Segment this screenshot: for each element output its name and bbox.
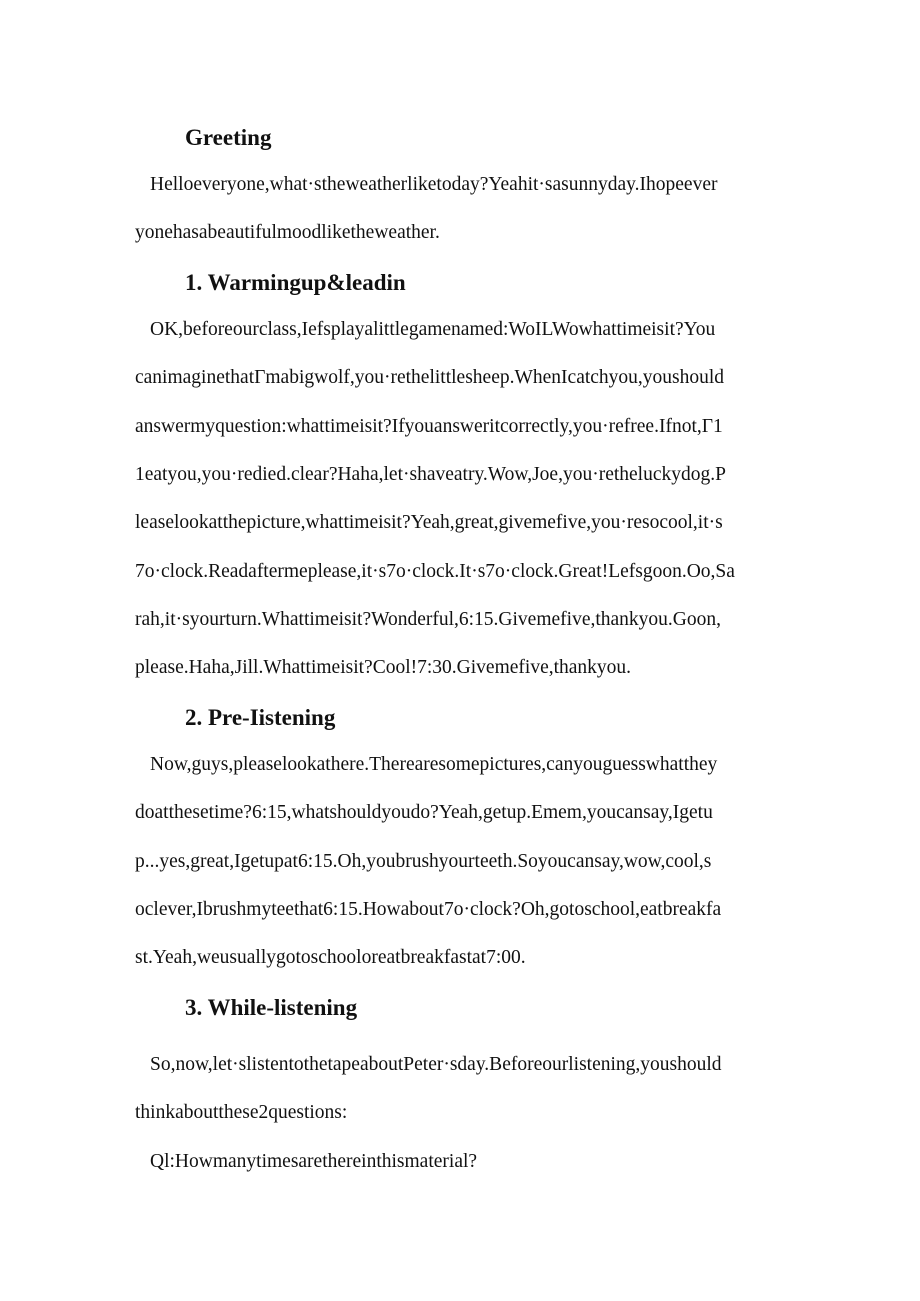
paragraph-line: oclever,Ibrushmyteethat6:15.Howabout7o·clock?Oh,gotoschool,eatbreakfa — [135, 899, 722, 920]
section-heading-warming-up: 1. Warmingup&leadin — [185, 270, 406, 295]
section-heading-pre-listening: 2. Pre-Iistening — [185, 705, 336, 730]
paragraph-line: Ql:Howmanytimesarethereinthismaterial? — [150, 1151, 478, 1172]
paragraph-line: yonehasabeautifulmoodliketheweather. — [135, 222, 440, 243]
paragraph-line: answermyquestion:whattimeisit?Ifyouansweritcorrectly,you·refree.Ifnot,Γ1 — [135, 416, 723, 437]
paragraph-line: 7o·clock.Readaftermeplease,it·s7o·clock.It·s7o·clock.Great!Lefsgoon.Oo,Sa — [135, 561, 735, 582]
paragraph-line: thinkaboutthese2questions: — [135, 1102, 348, 1123]
section-heading-greeting: Greeting — [185, 125, 272, 150]
paragraph-line: st.Yeah,weusuallygotoschooloreatbreakfastat7:00. — [135, 947, 526, 968]
paragraph-line: leaselookatthepicture,whattimeisit?Yeah,great,givemefive,you·resocool,it·s — [135, 512, 723, 533]
paragraph-line: p...yes,great,Igetupat6:15.Oh,youbrushyourteeth.Soyoucansay,wow,cool,s — [135, 851, 712, 872]
paragraph-line: So,now,let·slistentothetapeaboutPeter·sday.Beforeourlistening,youshould — [150, 1054, 722, 1075]
paragraph-line: Helloeveryone,what·stheweatherliketoday?Yeahit·sasunnyday.Ihopeever — [150, 174, 718, 195]
paragraph-line: doatthesetime?6:15,whatshouldyoudo?Yeah,getup.Emem,youcansay,Igetu — [135, 802, 713, 823]
paragraph-line: 1eatyou,you·redied.clear?Haha,let·shaveatry.Wow,Joe,you·retheluckydog.P — [135, 464, 726, 485]
paragraph-line: rah,it·syourturn.Whattimeisit?Wonderful,6:15.Givemefive,thankyou.Goon, — [135, 609, 721, 630]
paragraph-line: please.Haha,Jill.Whattimeisit?Cool!7:30.Givemefive,thankyou. — [135, 657, 632, 678]
paragraph-line: Now,guys,pleaselookathere.Therearesomepictures,canyouguesswhatthey — [150, 754, 718, 775]
paragraph-line: OK,beforeourclass,Iefsplayalittlegamenamed:WoILWowhattimeisit?You — [150, 319, 716, 340]
section-heading-while-listening: 3. While-listening — [185, 995, 358, 1020]
paragraph-line: canimaginethatΓmabigwolf,you·rethelittlesheep.WhenIcatchyou,youshould — [135, 367, 725, 388]
